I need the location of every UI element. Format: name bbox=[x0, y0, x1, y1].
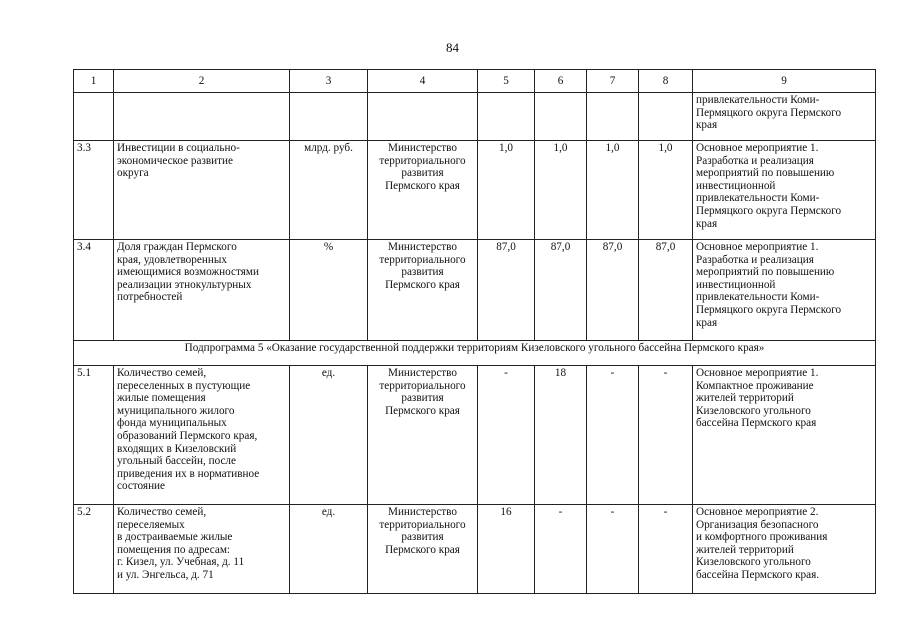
column-header: 2 bbox=[114, 70, 290, 93]
row-number: 5.2 bbox=[74, 505, 114, 594]
indicator-cell bbox=[114, 505, 290, 594]
column-header: 7 bbox=[587, 70, 639, 93]
table-header-row bbox=[74, 70, 876, 93]
row-number: 5.1 bbox=[74, 366, 114, 505]
column-header: 5 bbox=[478, 70, 535, 93]
value-cell: - bbox=[639, 366, 693, 505]
unit-cell: ед. bbox=[290, 366, 368, 505]
value-cell: - bbox=[587, 505, 639, 594]
table-row bbox=[74, 505, 876, 594]
note-text: Основное мероприятие 1. Разработка и реализация мероприятий по повышению инвестиционной привлекательности Коми- Пермяцкого округа Пермского края bbox=[696, 142, 842, 230]
column-header: 6 bbox=[535, 70, 587, 93]
value-cell: - bbox=[478, 366, 535, 505]
note-text: привлекательности Коми- Пермяцкого округа Пермского края bbox=[696, 94, 842, 132]
value-cell: 18 bbox=[535, 366, 587, 505]
indicator-cell bbox=[114, 141, 290, 240]
value-cell: 87,0 bbox=[639, 240, 693, 341]
note-cell bbox=[693, 240, 876, 341]
note-cell bbox=[693, 93, 876, 141]
executor-text: Министерство территориального развития Пермского края bbox=[379, 142, 466, 192]
note-text: Основное мероприятие 1. Компактное проживание жителей территорий Кизеловского угольного бассейна Пермского края bbox=[696, 367, 819, 430]
value-cell bbox=[535, 93, 587, 141]
page-number: 84 bbox=[446, 40, 459, 55]
indicator-text: Доля граждан Пермского края, удовлетворенных имеющимися возможностями реализации этнокультурных потребностей bbox=[117, 241, 259, 304]
value-cell: 1,0 bbox=[587, 141, 639, 240]
unit-cell: % bbox=[290, 240, 368, 341]
value-cell bbox=[587, 93, 639, 141]
note-cell bbox=[693, 505, 876, 594]
indicator-text: Инвестиции в социально- экономическое развитие округа bbox=[117, 142, 240, 180]
value-cell: 87,0 bbox=[535, 240, 587, 341]
column-header: 4 bbox=[368, 70, 478, 93]
executor-cell bbox=[368, 141, 478, 240]
value-cell: 1,0 bbox=[535, 141, 587, 240]
executor-text: Министерство территориального развития Пермского края bbox=[379, 367, 466, 417]
indicator-cell bbox=[114, 366, 290, 505]
value-cell bbox=[478, 93, 535, 141]
note-cell bbox=[693, 141, 876, 240]
subprogram-row bbox=[74, 341, 876, 366]
table-row bbox=[74, 141, 876, 240]
value-cell: - bbox=[587, 366, 639, 505]
value-cell bbox=[639, 93, 693, 141]
executor-text: Министерство территориального развития Пермского края bbox=[379, 506, 466, 556]
value-cell: 16 bbox=[478, 505, 535, 594]
table-row bbox=[74, 240, 876, 341]
note-cell bbox=[693, 366, 876, 505]
value-cell: 1,0 bbox=[639, 141, 693, 240]
indicator-cell bbox=[114, 93, 290, 141]
value-cell: 87,0 bbox=[587, 240, 639, 341]
executor-cell bbox=[368, 505, 478, 594]
indicators-table bbox=[73, 69, 876, 594]
column-header: 3 bbox=[290, 70, 368, 93]
row-number bbox=[74, 93, 114, 141]
note-text: Основное мероприятие 1. Разработка и реализация мероприятий по повышению инвестиционной привлекательности Коми- Пермяцкого округа Пермского края bbox=[696, 241, 842, 329]
executor-text: Министерство территориального развития Пермского края bbox=[379, 241, 466, 291]
note-text: Основное мероприятие 2. Организация безопасного и комфортного проживания жителей территорий Кизеловского угольного бассейна Пермского края. bbox=[696, 506, 828, 581]
value-cell: 87,0 bbox=[478, 240, 535, 341]
executor-cell bbox=[368, 366, 478, 505]
executor-cell bbox=[368, 240, 478, 341]
table-row bbox=[74, 366, 876, 505]
row-number: 3.4 bbox=[74, 240, 114, 341]
executor-cell bbox=[368, 93, 478, 141]
column-header: 8 bbox=[639, 70, 693, 93]
unit-cell bbox=[290, 93, 368, 141]
row-number: 3.3 bbox=[74, 141, 114, 240]
value-cell: 1,0 bbox=[478, 141, 535, 240]
indicator-text: Количество семей, переселяемых в достраиваемые жилые помещения по адресам: г. Кизел, ул. Учебная, д. 11 и ул. Энгельса, д. 71 bbox=[117, 506, 245, 581]
indicator-text: Количество семей, переселенных в пустующие жилые помещения муниципального жилого фонда муниципальных образований Пермского края, входящих в Кизеловский угольный бассейн, после приведения их в нормативное состояние bbox=[117, 367, 260, 493]
indicator-cell bbox=[114, 240, 290, 341]
table-row bbox=[74, 93, 876, 141]
column-header: 1 bbox=[74, 70, 114, 93]
subprogram-title: Подпрограмма 5 «Оказание государственной поддержки территориям Кизеловского угольного бассейна Пермского края» bbox=[74, 341, 876, 366]
value-cell: - bbox=[639, 505, 693, 594]
unit-cell: ед. bbox=[290, 505, 368, 594]
unit-cell: млрд. руб. bbox=[290, 141, 368, 240]
value-cell: - bbox=[535, 505, 587, 594]
column-header: 9 bbox=[693, 70, 876, 93]
